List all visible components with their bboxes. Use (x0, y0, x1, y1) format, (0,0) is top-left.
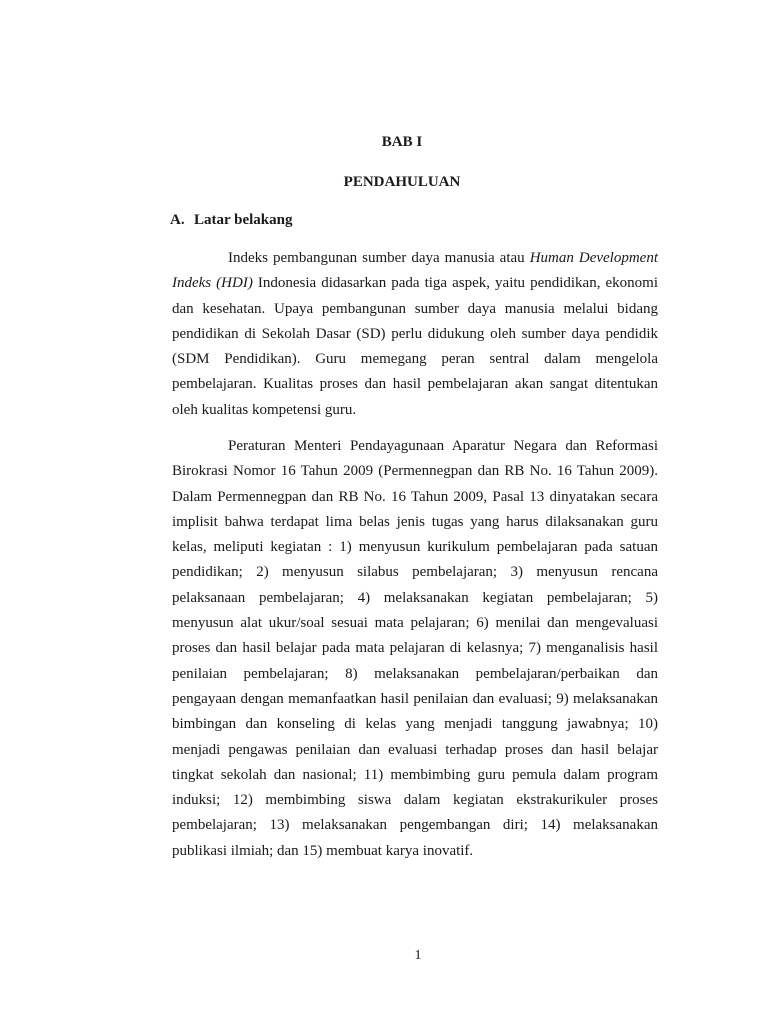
paragraph-2: Peraturan Menteri Pendayagunaan Aparatur Negara dan Reformasi Birokrasi Nomor 16 Tahun 2009 (Permennegpan dan RB No. 16 Tahun 2009). Dalam Permennegpan dan RB No. 16 Tahun 2009, Pasal 13 dinyatakan secara implisit bahwa terdapat lima belas jenis tugas yang harus dilaksanakan guru kelas, meliputi kegiatan : 1) menyusun kurikulum pembelajaran pada satuan pendidikan; 2) menyusun silabus pembelajaran; 3) menyusun rencana pelaksanaan pembelajaran; 4) melaksanakan kegiatan pembelajaran; 5) menyusun alat ukur/soal sesuai mata pelajaran; 6) menilai dan mengevaluasi proses dan hasil belajar pada mata pelajaran di kelasnya; 7) menganalisis hasil penilaian pembelajaran; 8) melaksanakan pembelajaran/perbaikan dan pengayaan dengan memanfaatkan hasil penilaian dan evaluasi; 9) melaksanakan bimbingan dan konseling di kelas yang menjadi tanggung jawabnya; 10) menjadi pengawas penilaian dan evaluasi terhadap proses dan hasil belajar tingkat sekolah dan nasional; 11) membimbing guru pemula dalam program induksi; 12) membimbing siswa dalam kegiatan ekstrakurikuler proses pembelajaran; 13) melaksanakan pengembangan diri; 14) melaksanakan publikasi ilmiah; dan 15) membuat karya inovatif. (172, 438, 658, 859)
section-title: Latar belakang (194, 212, 293, 228)
chapter-subtitle: PENDAHULUAN (343, 174, 461, 190)
paragraph-1 (172, 246, 658, 423)
paragraph-1-lead: Indeks pembangunan sumber daya manusia atau (228, 250, 530, 266)
paragraph-1-italic-term: Human Development Indeks (HDI) (172, 250, 659, 292)
section-heading (170, 212, 293, 229)
page-number: 1 (414, 948, 422, 963)
chapter-title: BAB I (381, 134, 423, 150)
section-number: A. (170, 212, 185, 228)
paragraph-1-rest: Indonesia didasarkan pada tiga aspek, yaitu pendidikan, ekonomi dan kesehatan. Upaya pembangunan sumber daya manusia melalui bidang pendidikan di Sekolah Dasar (SD) perlu didukung oleh sumber daya pendidik (SDM Pendidikan). Guru memegang peran sentral dalam mengelola pembelajaran. Kualitas proses dan hasil pembelajaran akan sangat ditentukan oleh kualitas kompetensi guru. (172, 275, 658, 418)
